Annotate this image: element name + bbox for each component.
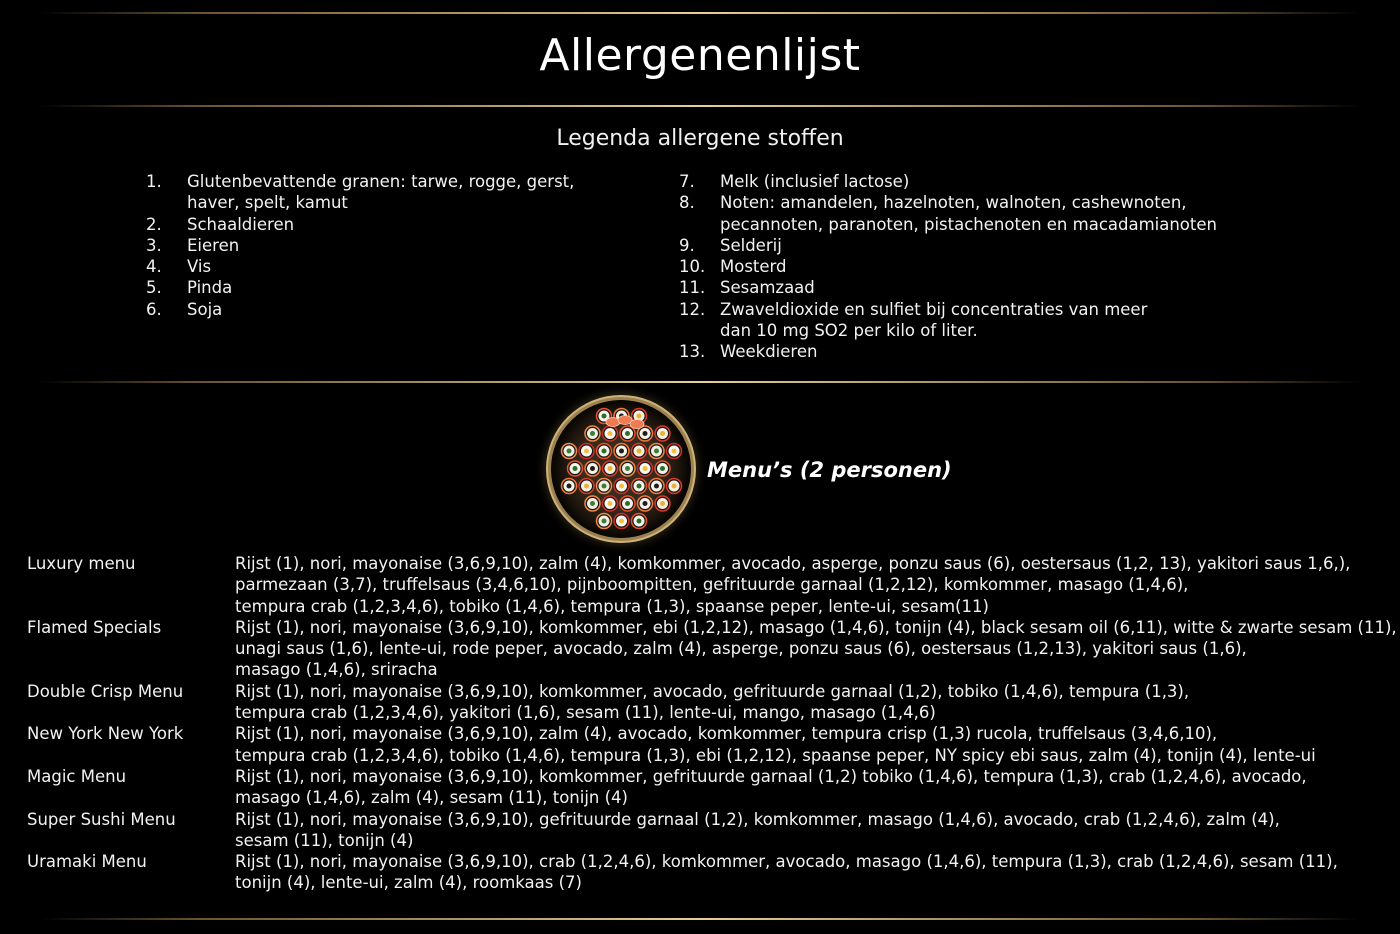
legend-text: Soja <box>187 299 223 319</box>
legend-item <box>146 171 626 214</box>
legend-item <box>146 299 626 320</box>
sushi-filling <box>608 466 613 471</box>
legend-list-right <box>679 171 1299 363</box>
legend-text: Schaaldieren <box>187 214 295 234</box>
sushi-filling <box>672 484 677 489</box>
sushi-filling <box>637 414 642 419</box>
legend-text: Melk (inclusief lactose) <box>720 172 910 191</box>
salmon-sashimi <box>630 420 644 429</box>
legend-item <box>679 341 1299 362</box>
legend-heading: Legenda allergene stoffen <box>556 126 844 151</box>
legend-number: 3. <box>146 235 162 255</box>
legend-number: 13. <box>679 342 706 362</box>
menu-ingredients: Rijst (1), nori, mayonaise (3,6,9,10), gefrituurde garnaal (1,2), komkommer, masago (1,4,6), avocado, crab (1,2,4,6), zalm (4), sesam (11), tonijn (4) <box>235 809 1280 850</box>
sushi-filling <box>619 484 624 489</box>
menu-ingredients: Rijst (1), nori, mayonaise (3,6,9,10), crab (1,2,4,6), komkommer, avocado, masago (1,4,6), tempura (1,3), crab (1,2,4,6), sesam (11), tonijn (4), lente-ui, zalm (4), roomkaas (7) <box>235 852 1338 893</box>
menu-ingredients: Rijst (1), nori, mayonaise (3,6,9,10), zalm (4), avocado, komkommer, tempura crisp (1,3) rucola, truffelsaus (3,4,6,10), tempura crab (1,2,3,4,6), tobiko (1,4,6), tempura (1,3), ebi (1,2,12), spaanse peper, NY spicy ebi saus, zalm (4), tonijn (4), lente-ui <box>235 724 1316 765</box>
page-title: Allergenenlijst <box>539 30 861 81</box>
legend-item <box>679 256 1299 277</box>
sushi-filling <box>608 501 613 506</box>
sushi-filling <box>602 449 607 454</box>
legend-text: Weekdieren <box>720 342 818 362</box>
menu-ingredients: Rijst (1), nori, mayonaise (3,6,9,10), komkommer, gefrituurde garnaal (1,2) tobiko (1,4,6), tempura (1,3), crab (1,2,4,6), avocado, masago (1,4,6), zalm (4), sesam (11), tonijn (4) <box>235 766 1307 808</box>
legend-text: Pinda <box>187 278 233 298</box>
menu-name: Luxury menu <box>27 554 136 573</box>
sushi-filling <box>643 501 648 506</box>
legend-list-left <box>146 171 626 320</box>
legend-item <box>679 171 1299 192</box>
sushi-platter-image <box>551 400 691 538</box>
legend-divider <box>40 381 1360 383</box>
sushi-filling <box>590 431 595 436</box>
menu-name: Double Crisp Menu <box>27 681 184 701</box>
menu-row <box>27 809 1397 852</box>
sushi-filling <box>573 466 578 471</box>
legend-item <box>146 277 626 298</box>
legend-item <box>146 235 626 256</box>
sushi-filling <box>619 449 624 454</box>
sushi-filling <box>660 501 665 506</box>
legend-number: 5. <box>146 278 162 298</box>
menu-ingredients: Rijst (1), nori, mayonaise (3,6,9,10), zalm (4), komkommer, avocado, asperge, ponzu saus (6), oestersaus (1,2, 13), yakitori saus 1,6,), parmezaan (3,7), truffelsaus (3,4,6,10), pijnboompitten, gefrituurde garnaal (1,2,12), komkommer, masago (1,4,6), tempura crab (1,2,3,4,6), tobiko (1,4,6), tempura (1,3), spaanse peper, lente-ui, sesam(11) <box>235 554 1351 616</box>
menus-heading: Menu’s (2 personen) <box>707 458 952 482</box>
title-divider <box>40 105 1360 107</box>
sushi-filling <box>654 449 659 454</box>
menu-row <box>27 553 1397 617</box>
menu-allergen-table <box>27 553 1397 894</box>
sushi-filling <box>625 431 630 436</box>
sushi-filling <box>567 484 572 489</box>
legend-number: 10. <box>679 257 706 277</box>
legend-number: 4. <box>146 257 162 277</box>
sushi-filling <box>660 466 665 471</box>
menu-row <box>27 681 1397 724</box>
legend-item <box>679 235 1299 256</box>
legend-item <box>679 192 1299 235</box>
menu-ingredients: Rijst (1), nori, mayonaise (3,6,9,10), komkommer, avocado, gefrituurde garnaal (1,2), tobiko (1,4,6), tempura (1,3), tempura crab (1,2,3,4,6), yakitori (1,6), sesam (11), lente-ui, mango, masago (1,4,6) <box>235 681 1190 723</box>
sushi-filling <box>608 431 613 436</box>
sushi-filling <box>619 519 624 524</box>
menu-name: Magic Menu <box>27 766 127 786</box>
legend-number: 11. <box>679 278 706 298</box>
legend-number: 1. <box>146 172 162 191</box>
legend-text: Zwaveldioxide en sulfiet bij concentraties van meer dan 10 mg SO2 per kilo of liter. <box>720 299 1148 341</box>
sushi-filling <box>660 431 665 436</box>
sushi-filling <box>625 466 630 471</box>
sushi-filling <box>567 449 572 454</box>
legend-number: 9. <box>679 235 695 255</box>
legend-number: 6. <box>146 299 162 319</box>
menu-name: Flamed Specials <box>27 617 162 637</box>
sushi-filling <box>602 484 607 489</box>
menu-row <box>27 766 1397 809</box>
sushi-filling <box>590 501 595 506</box>
legend-text: Noten: amandelen, hazelnoten, walnoten, cashewnoten, pecannoten, paranoten, pistachenoten en macadamianoten <box>720 193 1217 234</box>
legend-text: Vis <box>187 257 212 277</box>
legend-text: Eieren <box>187 235 240 255</box>
menu-name: New York New York <box>27 724 184 744</box>
sushi-filling <box>625 501 630 506</box>
legend-number: 7. <box>679 172 695 191</box>
menu-ingredients: Rijst (1), nori, mayonaise (3,6,9,10), komkommer, ebi (1,2,12), masago (1,4,6), tonijn (4), black sesam oil (6,11), witte & zwarte sesam (11), unagi saus (1,6), lente-ui, rode peper, avocado, zalm (4), asperge, ponzu saus (6), oestersaus (1,2,13), yakitori saus (1,6), masago (1,4,6), sriracha <box>235 617 1397 680</box>
sushi-filling <box>643 431 648 436</box>
menu-row <box>27 617 1397 681</box>
legend-text: Mosterd <box>720 257 787 277</box>
sushi-filling <box>672 449 677 454</box>
sushi-filling <box>584 449 589 454</box>
sushi-platter-graphic <box>551 400 691 538</box>
menu-row <box>27 723 1397 766</box>
top-divider <box>40 12 1360 14</box>
legend-number: 12. <box>679 299 706 319</box>
sushi-filling <box>637 449 642 454</box>
sushi-filling <box>637 519 642 524</box>
legend-item <box>679 299 1299 342</box>
sushi-filling <box>637 484 642 489</box>
sushi-filling <box>590 466 595 471</box>
legend-number: 8. <box>679 193 695 213</box>
legend-text: Glutenbevattende granen: tarwe, rogge, gerst, haver, spelt, kamut <box>187 172 575 213</box>
menu-name: Super Sushi Menu <box>27 809 176 829</box>
sushi-filling <box>602 414 607 419</box>
legend-item <box>679 277 1299 298</box>
bottom-divider <box>40 918 1360 920</box>
legend-number: 2. <box>146 214 162 234</box>
sushi-filling <box>602 519 607 524</box>
sushi-filling <box>654 484 659 489</box>
menu-name: Uramaki Menu <box>27 852 147 872</box>
legend-item <box>146 214 626 235</box>
menu-row <box>27 851 1397 894</box>
sushi-filling <box>643 466 648 471</box>
legend-text: Selderij <box>720 235 782 255</box>
legend-item <box>146 256 626 277</box>
legend-text: Sesamzaad <box>720 278 815 298</box>
sushi-filling <box>584 484 589 489</box>
